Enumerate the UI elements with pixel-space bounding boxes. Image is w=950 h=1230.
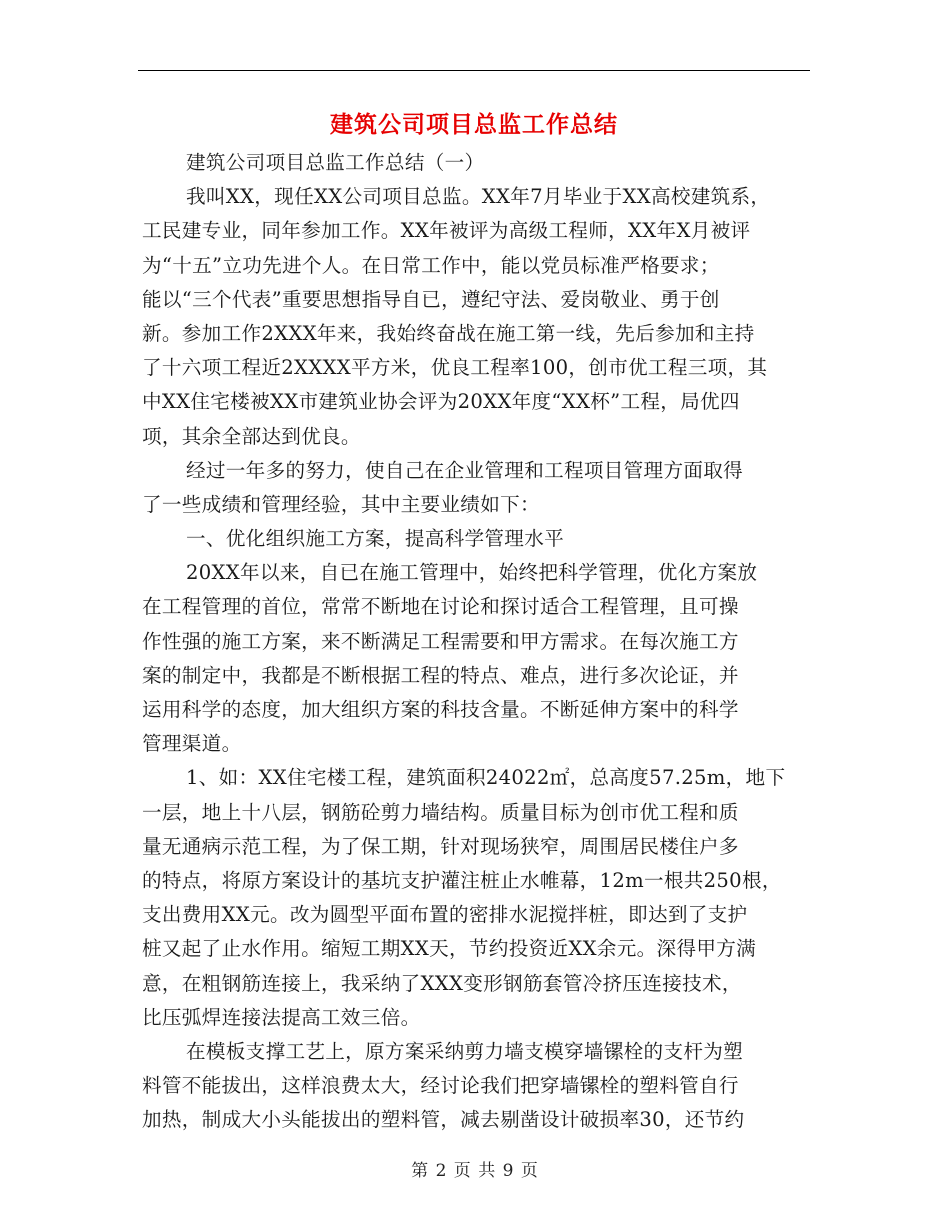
text-line: 运用科学的态度，加大组织方案的科技含量。不断延伸方案中的科学 <box>142 698 739 721</box>
text-line: 1、如：XX住宅楼工程，建筑面积24022㎡，总高度57.25m，地下 <box>186 766 786 790</box>
text-line: 支出费用XX元。改为圆型平面布置的密排水泥搅拌桩，即达到了支护 <box>142 903 748 927</box>
text-line: 比压弧焊连接法提高工效三倍。 <box>142 1005 421 1029</box>
header-rule <box>138 70 810 71</box>
text-line: 加热，制成大小头能拔出的塑料管，减去剔凿设计破损率30，还节约 <box>142 1108 745 1132</box>
text-line: 工民建专业，同年参加工作。XX年被评为高级工程师，XX年X月被评 <box>142 219 751 243</box>
text-line: 一层，地上十八层，钢筋砼剪力墙结构。质量目标为创市优工程和质 <box>142 800 739 824</box>
text-line: 的特点，将原方案设计的基坑支护灌注桩止水帷幕，12m一根共250根， <box>142 868 782 892</box>
text-line: 管理渠道。 <box>142 732 242 756</box>
text-line: 量无通病示范工程，为了保工期，针对现场狭窄，周围居民楼住户多 <box>142 834 739 858</box>
text-line: 新。参加工作2XXX年来，我始终奋战在施工第一线，先后参加和主持 <box>142 321 755 345</box>
document-body <box>142 146 812 1137</box>
text-line: 料管不能拔出，这样浪费太大，经讨论我们把穿墙镙栓的塑料管自行 <box>142 1074 739 1098</box>
text-line: 建筑公司项目总监工作总结（一） <box>186 151 485 174</box>
text-line: 了一些成绩和管理经验，其中主要业绩如下： <box>142 492 540 516</box>
text-line: 意，在粗钢筋连接上，我采纳了XXX变形钢筋套管冷挤压连接技术， <box>142 971 742 995</box>
text-line: 20XX年以来，自已在施工管理中，始终把科学管理，优化方案放 <box>186 561 758 585</box>
text-line: 在工程管理的首位，常常不断地在讨论和探讨适合工程管理，且可操 <box>142 595 739 619</box>
page-footer: 第 2 页 共 9 页 <box>411 1161 539 1181</box>
text-line: 一、优化组织施工方案，提高科学管理水平 <box>186 527 564 551</box>
text-line: 能以“三个代表”重要思想指导自已，遵纪守法、爱岗敬业、勇于创 <box>142 287 720 311</box>
text-line: 案的制定中，我都是不断根据工程的特点、难点，进行多次论证，并 <box>142 663 739 687</box>
text-line: 作性强的施工方案，来不断满足工程需要和甲方需求。在每次施工方 <box>142 629 739 653</box>
text-line: 中XX住宅楼被XX市建筑业协会评为20XX年度“XX杯”工程，局优四 <box>142 390 740 414</box>
text-line: 为“十五”立功先进个人。在日常工作中，能以党员标准严格要求； <box>142 253 720 277</box>
text-line: 在模板支撑工艺上，原方案采纳剪力墙支模穿墙镙栓的支杆为塑 <box>186 1039 744 1063</box>
text-line: 经过一年多的努力，使自己在企业管理和工程项目管理方面取得 <box>186 458 744 482</box>
text-line: 桩又起了止水作用。缩短工期XX天，节约投资近XX余元。深得甲方满 <box>142 937 757 961</box>
text-line: 我叫XX，现任XX公司项目总监。XX年7月毕业于XX高校建筑系， <box>186 185 771 209</box>
text-line: 了十六项工程近2XXXX平方米，优良工程率100，创市优工程三项，其 <box>142 356 768 380</box>
document-title: 建筑公司项目总监工作总结 <box>330 112 618 138</box>
text-line: 项，其余全部达到优良。 <box>142 424 361 448</box>
